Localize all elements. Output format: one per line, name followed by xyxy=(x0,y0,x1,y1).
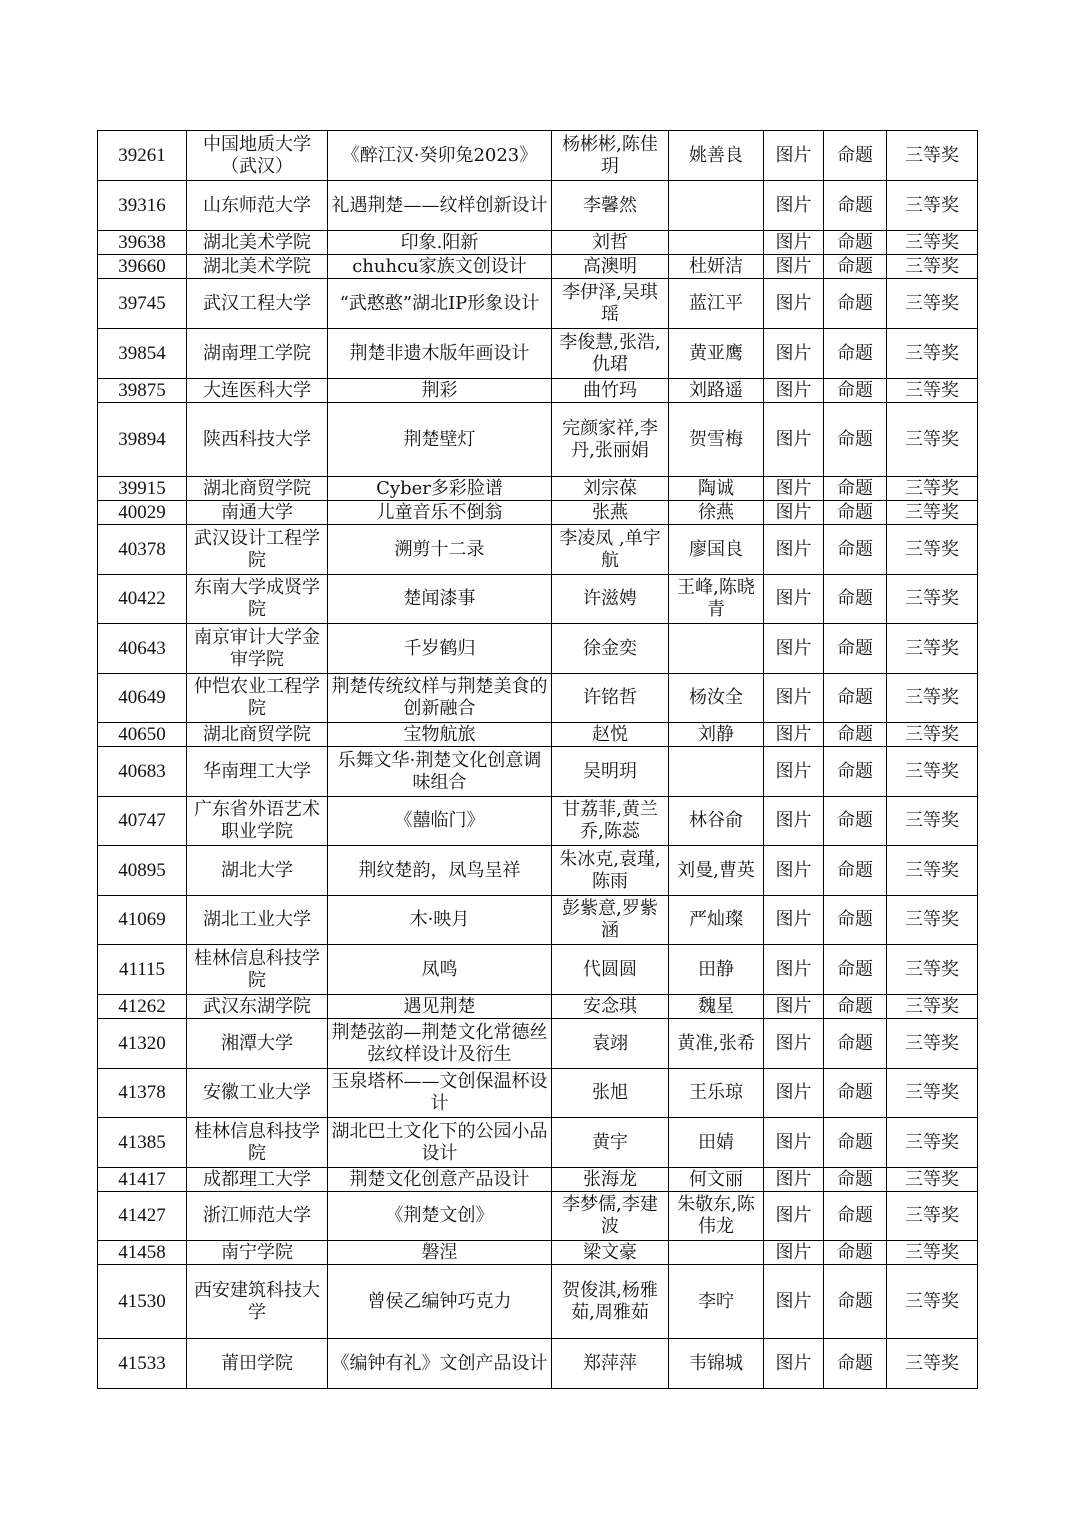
cell-id: 41378 xyxy=(98,1069,187,1118)
cell-school: 浙江师范大学 xyxy=(187,1192,328,1241)
cell-school: 湖北商贸学院 xyxy=(187,477,328,501)
table-row xyxy=(98,575,978,624)
cell-type: 图片 xyxy=(764,723,824,747)
cell-title: 荆楚壁灯 xyxy=(328,403,552,477)
cell-id: 41115 xyxy=(98,945,187,995)
cell-category: 命题 xyxy=(824,131,887,181)
cell-type: 图片 xyxy=(764,797,824,846)
cell-advisor: 黄准,张希 xyxy=(669,1019,764,1069)
cell-advisor: 杜妍洁 xyxy=(669,255,764,279)
cell-id: 40029 xyxy=(98,501,187,525)
cell-school: 东南大学成贤学院 xyxy=(187,575,328,624)
cell-type: 图片 xyxy=(764,379,824,403)
cell-authors: 许滋娉 xyxy=(552,575,669,624)
cell-award: 三等奖 xyxy=(887,575,978,624)
cell-authors: 安念琪 xyxy=(552,995,669,1019)
cell-title: 《囍临门》 xyxy=(328,797,552,846)
cell-title: 荆楚传统纹样与荆楚美食的创新融合 xyxy=(328,674,552,723)
cell-advisor: 蓝江平 xyxy=(669,279,764,329)
cell-award: 三等奖 xyxy=(887,945,978,995)
cell-advisor: 贺雪梅 xyxy=(669,403,764,477)
cell-advisor: 杨汝全 xyxy=(669,674,764,723)
table-row xyxy=(98,624,978,674)
table-row xyxy=(98,995,978,1019)
cell-advisor: 林谷俞 xyxy=(669,797,764,846)
cell-school: 山东师范大学 xyxy=(187,181,328,231)
cell-authors: 贺俊淇,杨雅茹,周雅茹 xyxy=(552,1265,669,1339)
cell-school: 陕西科技大学 xyxy=(187,403,328,477)
cell-type: 图片 xyxy=(764,896,824,945)
cell-type: 图片 xyxy=(764,1192,824,1241)
table-row xyxy=(98,501,978,525)
cell-title: 湖北巴土文化下的公园小品设计 xyxy=(328,1118,552,1168)
cell-category: 命题 xyxy=(824,1241,887,1265)
cell-category: 命题 xyxy=(824,1192,887,1241)
table-row xyxy=(98,674,978,723)
cell-category: 命题 xyxy=(824,575,887,624)
cell-authors: 代圆圆 xyxy=(552,945,669,995)
cell-title: Cyber多彩脸谱 xyxy=(328,477,552,501)
cell-award: 三等奖 xyxy=(887,1069,978,1118)
cell-category: 命题 xyxy=(824,501,887,525)
cell-school: 南通大学 xyxy=(187,501,328,525)
cell-authors: 徐金奕 xyxy=(552,624,669,674)
cell-id: 40422 xyxy=(98,575,187,624)
cell-category: 命题 xyxy=(824,896,887,945)
cell-authors: 李俊慧,张浩,仇珺 xyxy=(552,329,669,379)
cell-title: 《编钟有礼》文创产品设计 xyxy=(328,1339,552,1389)
cell-type: 图片 xyxy=(764,1069,824,1118)
cell-title: 磐涅 xyxy=(328,1241,552,1265)
cell-award: 三等奖 xyxy=(887,1339,978,1389)
cell-school: 桂林信息科技学院 xyxy=(187,945,328,995)
cell-award: 三等奖 xyxy=(887,624,978,674)
cell-id: 41069 xyxy=(98,896,187,945)
cell-id: 40649 xyxy=(98,674,187,723)
cell-category: 命题 xyxy=(824,624,887,674)
cell-award: 三等奖 xyxy=(887,1118,978,1168)
cell-award: 三等奖 xyxy=(887,1192,978,1241)
cell-authors: 刘哲 xyxy=(552,231,669,255)
cell-award: 三等奖 xyxy=(887,1265,978,1339)
table-row xyxy=(98,1019,978,1069)
cell-award: 三等奖 xyxy=(887,329,978,379)
table-row xyxy=(98,379,978,403)
cell-advisor xyxy=(669,747,764,797)
cell-authors: 袁翊 xyxy=(552,1019,669,1069)
cell-award: 三等奖 xyxy=(887,1241,978,1265)
cell-school: 湖北大学 xyxy=(187,846,328,896)
cell-id: 41530 xyxy=(98,1265,187,1339)
cell-title: 乐舞文华·荆楚文化创意调味组合 xyxy=(328,747,552,797)
cell-category: 命题 xyxy=(824,403,887,477)
cell-authors: 高澳明 xyxy=(552,255,669,279)
cell-type: 图片 xyxy=(764,329,824,379)
cell-award: 三等奖 xyxy=(887,674,978,723)
cell-id: 40650 xyxy=(98,723,187,747)
cell-school: 广东省外语艺术职业学院 xyxy=(187,797,328,846)
cell-id: 41427 xyxy=(98,1192,187,1241)
cell-advisor: 韦锦城 xyxy=(669,1339,764,1389)
cell-type: 图片 xyxy=(764,525,824,575)
cell-school: 湖北商贸学院 xyxy=(187,723,328,747)
cell-category: 命题 xyxy=(824,379,887,403)
cell-award: 三等奖 xyxy=(887,501,978,525)
cell-award: 三等奖 xyxy=(887,279,978,329)
cell-category: 命题 xyxy=(824,1339,887,1389)
cell-award: 三等奖 xyxy=(887,403,978,477)
cell-authors: 李梦儒,李建波 xyxy=(552,1192,669,1241)
cell-title: 荆楚弦韵—荆楚文化常德丝弦纹样设计及衍生 xyxy=(328,1019,552,1069)
cell-type: 图片 xyxy=(764,403,824,477)
cell-advisor: 廖国良 xyxy=(669,525,764,575)
cell-id: 41417 xyxy=(98,1168,187,1192)
cell-type: 图片 xyxy=(764,1168,824,1192)
table-row xyxy=(98,945,978,995)
cell-title: 宝物航旅 xyxy=(328,723,552,747)
cell-category: 命题 xyxy=(824,945,887,995)
cell-id: 39854 xyxy=(98,329,187,379)
cell-type: 图片 xyxy=(764,131,824,181)
table-row xyxy=(98,231,978,255)
cell-award: 三等奖 xyxy=(887,995,978,1019)
cell-title: 凤鸣 xyxy=(328,945,552,995)
cell-title: 荆楚非遗木版年画设计 xyxy=(328,329,552,379)
cell-category: 命题 xyxy=(824,279,887,329)
cell-school: 湖北美术学院 xyxy=(187,255,328,279)
cell-id: 40895 xyxy=(98,846,187,896)
cell-school: 南宁学院 xyxy=(187,1241,328,1265)
cell-type: 图片 xyxy=(764,1241,824,1265)
awards-table-body xyxy=(98,131,978,1389)
cell-type: 图片 xyxy=(764,575,824,624)
cell-type: 图片 xyxy=(764,674,824,723)
cell-type: 图片 xyxy=(764,624,824,674)
cell-advisor: 王峰,陈晓青 xyxy=(669,575,764,624)
cell-award: 三等奖 xyxy=(887,477,978,501)
cell-id: 39745 xyxy=(98,279,187,329)
table-row xyxy=(98,477,978,501)
table-row xyxy=(98,1118,978,1168)
cell-school: 成都理工大学 xyxy=(187,1168,328,1192)
cell-title: 荆纹楚韵，凤鸟呈祥 xyxy=(328,846,552,896)
cell-category: 命题 xyxy=(824,231,887,255)
table-row xyxy=(98,1168,978,1192)
cell-authors: 李伊泽,吴琪瑶 xyxy=(552,279,669,329)
cell-school: 安徽工业大学 xyxy=(187,1069,328,1118)
cell-category: 命题 xyxy=(824,674,887,723)
cell-type: 图片 xyxy=(764,501,824,525)
cell-category: 命题 xyxy=(824,1019,887,1069)
cell-title: 玉泉塔杯——文创保温杯设计 xyxy=(328,1069,552,1118)
cell-type: 图片 xyxy=(764,255,824,279)
cell-id: 41320 xyxy=(98,1019,187,1069)
cell-category: 命题 xyxy=(824,846,887,896)
cell-authors: 张燕 xyxy=(552,501,669,525)
cell-award: 三等奖 xyxy=(887,1168,978,1192)
cell-authors: 彭紫意,罗紫涵 xyxy=(552,896,669,945)
cell-award: 三等奖 xyxy=(887,231,978,255)
cell-category: 命题 xyxy=(824,797,887,846)
table-row xyxy=(98,403,978,477)
cell-type: 图片 xyxy=(764,181,824,231)
cell-authors: 曲竹玛 xyxy=(552,379,669,403)
cell-type: 图片 xyxy=(764,231,824,255)
cell-id: 39894 xyxy=(98,403,187,477)
cell-advisor xyxy=(669,231,764,255)
cell-authors: 梁文豪 xyxy=(552,1241,669,1265)
cell-advisor: 徐燕 xyxy=(669,501,764,525)
cell-category: 命题 xyxy=(824,255,887,279)
table-row xyxy=(98,846,978,896)
cell-advisor: 何文丽 xyxy=(669,1168,764,1192)
cell-school: 华南理工大学 xyxy=(187,747,328,797)
cell-school: 中国地质大学（武汉） xyxy=(187,131,328,181)
cell-id: 41385 xyxy=(98,1118,187,1168)
cell-category: 命题 xyxy=(824,181,887,231)
cell-type: 图片 xyxy=(764,1339,824,1389)
cell-school: 武汉东湖学院 xyxy=(187,995,328,1019)
cell-id: 41458 xyxy=(98,1241,187,1265)
cell-authors: 黄宇 xyxy=(552,1118,669,1168)
cell-title: 《荆楚文创》 xyxy=(328,1192,552,1241)
cell-id: 39660 xyxy=(98,255,187,279)
table-row xyxy=(98,1069,978,1118)
table-row xyxy=(98,1339,978,1389)
cell-type: 图片 xyxy=(764,1118,824,1168)
cell-title: 荆楚文化创意产品设计 xyxy=(328,1168,552,1192)
cell-id: 40378 xyxy=(98,525,187,575)
cell-authors: 张旭 xyxy=(552,1069,669,1118)
cell-school: 桂林信息科技学院 xyxy=(187,1118,328,1168)
cell-school: 武汉工程大学 xyxy=(187,279,328,329)
cell-award: 三等奖 xyxy=(887,846,978,896)
cell-category: 命题 xyxy=(824,525,887,575)
cell-advisor: 刘静 xyxy=(669,723,764,747)
cell-category: 命题 xyxy=(824,995,887,1019)
cell-school: 西安建筑科技大学 xyxy=(187,1265,328,1339)
cell-advisor xyxy=(669,1241,764,1265)
cell-category: 命题 xyxy=(824,747,887,797)
cell-category: 命题 xyxy=(824,477,887,501)
cell-authors: 刘宗葆 xyxy=(552,477,669,501)
cell-title: 遇见荆楚 xyxy=(328,995,552,1019)
cell-advisor: 黄亚鹰 xyxy=(669,329,764,379)
cell-id: 41533 xyxy=(98,1339,187,1389)
cell-award: 三等奖 xyxy=(887,525,978,575)
cell-advisor: 刘曼,曹英 xyxy=(669,846,764,896)
cell-advisor xyxy=(669,181,764,231)
awards-table xyxy=(97,130,978,1389)
cell-authors: 甘荔菲,黄兰乔,陈蕊 xyxy=(552,797,669,846)
cell-id: 39638 xyxy=(98,231,187,255)
table-row xyxy=(98,279,978,329)
cell-type: 图片 xyxy=(764,1265,824,1339)
cell-category: 命题 xyxy=(824,1069,887,1118)
cell-type: 图片 xyxy=(764,995,824,1019)
cell-school: 湖北美术学院 xyxy=(187,231,328,255)
cell-authors: 许铭哲 xyxy=(552,674,669,723)
cell-id: 40683 xyxy=(98,747,187,797)
cell-title: chuhcu家族文创设计 xyxy=(328,255,552,279)
cell-authors: 张海龙 xyxy=(552,1168,669,1192)
cell-title: 《醉江汉·癸卯兔2023》 xyxy=(328,131,552,181)
cell-advisor xyxy=(669,624,764,674)
cell-id: 41262 xyxy=(98,995,187,1019)
cell-title: 木·映月 xyxy=(328,896,552,945)
cell-school: 湖南理工学院 xyxy=(187,329,328,379)
cell-advisor: 李咛 xyxy=(669,1265,764,1339)
cell-school: 仲恺农业工程学院 xyxy=(187,674,328,723)
cell-type: 图片 xyxy=(764,747,824,797)
cell-authors: 朱冰克,袁瑾,陈雨 xyxy=(552,846,669,896)
table-row xyxy=(98,255,978,279)
cell-advisor: 陶诚 xyxy=(669,477,764,501)
cell-category: 命题 xyxy=(824,1265,887,1339)
cell-title: “武憨憨”湖北IP形象设计 xyxy=(328,279,552,329)
table-row xyxy=(98,1192,978,1241)
cell-id: 39316 xyxy=(98,181,187,231)
cell-award: 三等奖 xyxy=(887,723,978,747)
cell-award: 三等奖 xyxy=(887,131,978,181)
table-row xyxy=(98,723,978,747)
cell-type: 图片 xyxy=(764,846,824,896)
cell-authors: 郑萍萍 xyxy=(552,1339,669,1389)
cell-authors: 杨彬彬,陈佳玥 xyxy=(552,131,669,181)
table-row xyxy=(98,1241,978,1265)
table-row xyxy=(98,797,978,846)
cell-title: 礼遇荆楚——纹样创新设计 xyxy=(328,181,552,231)
cell-award: 三等奖 xyxy=(887,747,978,797)
table-row xyxy=(98,896,978,945)
cell-title: 荆彩 xyxy=(328,379,552,403)
cell-award: 三等奖 xyxy=(887,255,978,279)
cell-advisor: 姚善良 xyxy=(669,131,764,181)
cell-advisor: 刘路遥 xyxy=(669,379,764,403)
cell-award: 三等奖 xyxy=(887,797,978,846)
cell-id: 39915 xyxy=(98,477,187,501)
cell-title: 印象.阳新 xyxy=(328,231,552,255)
cell-title: 曾侯乙编钟巧克力 xyxy=(328,1265,552,1339)
cell-school: 武汉设计工程学院 xyxy=(187,525,328,575)
cell-award: 三等奖 xyxy=(887,181,978,231)
cell-school: 南京审计大学金审学院 xyxy=(187,624,328,674)
cell-authors: 李馨然 xyxy=(552,181,669,231)
cell-category: 命题 xyxy=(824,329,887,379)
cell-authors: 吴明玥 xyxy=(552,747,669,797)
table-row xyxy=(98,131,978,181)
table-row xyxy=(98,181,978,231)
cell-category: 命题 xyxy=(824,723,887,747)
cell-authors: 赵悦 xyxy=(552,723,669,747)
table-row xyxy=(98,1265,978,1339)
cell-id: 40643 xyxy=(98,624,187,674)
cell-title: 儿童音乐不倒翁 xyxy=(328,501,552,525)
cell-title: 楚闻漆事 xyxy=(328,575,552,624)
cell-authors: 李凌凤 ,单宇航 xyxy=(552,525,669,575)
cell-advisor: 朱敬东,陈伟龙 xyxy=(669,1192,764,1241)
cell-advisor: 王乐琼 xyxy=(669,1069,764,1118)
cell-award: 三等奖 xyxy=(887,896,978,945)
cell-title: 溯剪十二录 xyxy=(328,525,552,575)
cell-school: 湖北工业大学 xyxy=(187,896,328,945)
cell-authors: 完颜家祥,李丹,张丽娟 xyxy=(552,403,669,477)
cell-advisor: 魏星 xyxy=(669,995,764,1019)
table-row xyxy=(98,525,978,575)
cell-id: 40747 xyxy=(98,797,187,846)
cell-school: 莆田学院 xyxy=(187,1339,328,1389)
cell-title: 千岁鹤归 xyxy=(328,624,552,674)
cell-type: 图片 xyxy=(764,1019,824,1069)
cell-school: 湘潭大学 xyxy=(187,1019,328,1069)
table-row xyxy=(98,329,978,379)
cell-award: 三等奖 xyxy=(887,1019,978,1069)
cell-id: 39875 xyxy=(98,379,187,403)
cell-school: 大连医科大学 xyxy=(187,379,328,403)
cell-award: 三等奖 xyxy=(887,379,978,403)
cell-advisor: 严灿璨 xyxy=(669,896,764,945)
cell-advisor: 田婧 xyxy=(669,1118,764,1168)
cell-advisor: 田静 xyxy=(669,945,764,995)
cell-id: 39261 xyxy=(98,131,187,181)
table-row xyxy=(98,747,978,797)
cell-category: 命题 xyxy=(824,1118,887,1168)
cell-type: 图片 xyxy=(764,279,824,329)
cell-type: 图片 xyxy=(764,477,824,501)
cell-category: 命题 xyxy=(824,1168,887,1192)
cell-type: 图片 xyxy=(764,945,824,995)
